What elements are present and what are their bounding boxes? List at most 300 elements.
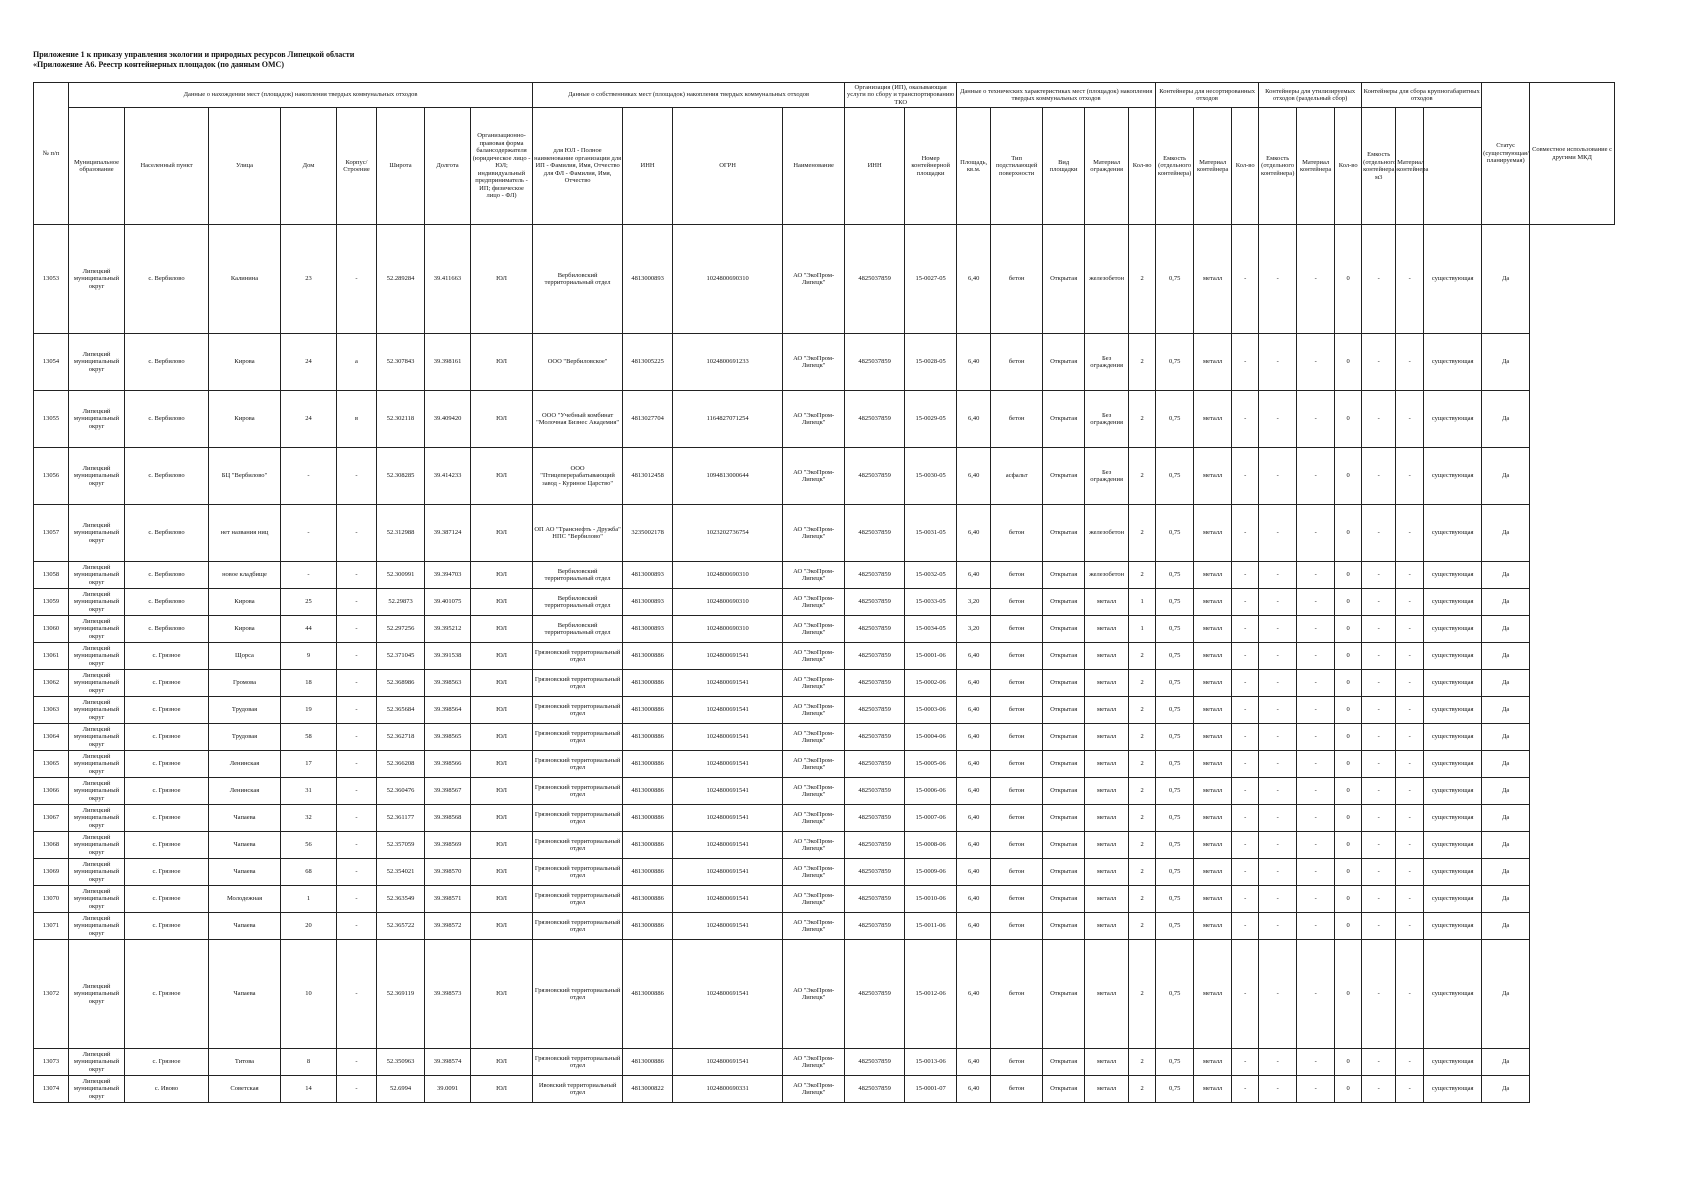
- table-row: [34, 913, 1615, 940]
- cell-house: -: [281, 505, 337, 562]
- cell-b-qty: 0: [1335, 616, 1362, 643]
- cell-b-qty: 0: [1335, 751, 1362, 778]
- cell-street: Титова: [209, 1049, 281, 1076]
- cell-kind: Открытая: [1043, 913, 1085, 940]
- cell-b-mat: -: [1396, 589, 1424, 616]
- cell-status: существующая: [1424, 751, 1482, 778]
- cell-fence: металл: [1085, 940, 1129, 1049]
- cell-korp: -: [337, 670, 377, 697]
- cell-r-qty: -: [1232, 589, 1259, 616]
- cell-korp: -: [337, 643, 377, 670]
- cell-ogrn: 1023202736754: [673, 505, 783, 562]
- cell-r-mat: -: [1297, 448, 1335, 505]
- cell-surface: бетон: [991, 391, 1043, 448]
- cell-org: АО "ЭкоПром-Липецк": [783, 589, 845, 616]
- cell-org-inn: 4825037859: [845, 886, 905, 913]
- cell-r-mat: -: [1297, 505, 1335, 562]
- cell-surface: бетон: [991, 589, 1043, 616]
- cell-shared: Да: [1482, 697, 1530, 724]
- cell-fence: Без ограждения: [1085, 448, 1129, 505]
- cell-inn: 4813000886: [623, 886, 673, 913]
- cell-u-mat: металл: [1194, 505, 1232, 562]
- table-row: [34, 391, 1615, 448]
- cell-area: 6,40: [957, 448, 991, 505]
- cell-ogrn: 1024800691233: [673, 334, 783, 391]
- cell-org: АО "ЭкоПром-Липецк": [783, 805, 845, 832]
- cell-house: 24: [281, 391, 337, 448]
- cell-u-qty: 2: [1129, 832, 1156, 859]
- cell-fence: железобетон: [1085, 225, 1129, 334]
- cell-u-qty: 2: [1129, 225, 1156, 334]
- cell-opf: ЮЛ: [471, 505, 533, 562]
- cell-kind: Открытая: [1043, 562, 1085, 589]
- cell-lat: 52.300991: [377, 562, 425, 589]
- cell-b-mat: -: [1396, 832, 1424, 859]
- table-row: [34, 448, 1615, 505]
- cell-org: АО "ЭкоПром-Липецк": [783, 562, 845, 589]
- cell-opf: ЮЛ: [471, 751, 533, 778]
- cell-u-qty: 2: [1129, 670, 1156, 697]
- cell-shared: Да: [1482, 505, 1530, 562]
- cell-ogrn: 1024800691541: [673, 697, 783, 724]
- cell-house: 14: [281, 1076, 337, 1103]
- cell-kind: Открытая: [1043, 334, 1085, 391]
- col-header-recyclable-capacity: Емкость (отдельного контейнера): [1259, 108, 1297, 225]
- cell-org-inn: 4825037859: [845, 562, 905, 589]
- cell-ogrn: 1024800691541: [673, 859, 783, 886]
- cell-org: АО "ЭкоПром-Липецк": [783, 616, 845, 643]
- cell-area: 6,40: [957, 1049, 991, 1076]
- cell-u-cap: 0,75: [1156, 391, 1194, 448]
- cell-ogrn: 1024800690310: [673, 589, 783, 616]
- cell-u-mat: металл: [1194, 913, 1232, 940]
- cell-r-cap: -: [1259, 940, 1297, 1049]
- cell-mo: Липецкий муниципальный округ: [69, 643, 125, 670]
- cell-house: 17: [281, 751, 337, 778]
- cell-b-mat: -: [1396, 1049, 1424, 1076]
- col-header-bulky-qty: Кол-во: [1335, 108, 1362, 225]
- cell-u-mat: металл: [1194, 334, 1232, 391]
- cell-street: Чапаева: [209, 832, 281, 859]
- cell-u-qty: 2: [1129, 1076, 1156, 1103]
- cell-surface: бетон: [991, 616, 1043, 643]
- cell-r-mat: -: [1297, 670, 1335, 697]
- cell-lon: 39.398569: [425, 832, 471, 859]
- cell-shared: Да: [1482, 589, 1530, 616]
- cell-street: Кирова: [209, 334, 281, 391]
- cell-r-cap: -: [1259, 1049, 1297, 1076]
- cell-street: Калинина: [209, 225, 281, 334]
- cell-owner: Вербиловский территориальный отдел: [533, 616, 623, 643]
- cell-opf: ЮЛ: [471, 670, 533, 697]
- cell-surface: бетон: [991, 334, 1043, 391]
- cell-org: АО "ЭкоПром-Липецк": [783, 778, 845, 805]
- cell-np: с. Вербилово: [125, 616, 209, 643]
- col-header-unsorted-qty: Кол-во: [1129, 108, 1156, 225]
- cell-b-mat: -: [1396, 562, 1424, 589]
- cell-area: 3,20: [957, 589, 991, 616]
- cell-u-cap: 0,75: [1156, 616, 1194, 643]
- col-header-bulky-capacity: Емкость (отдельного контейнера) м3: [1362, 108, 1396, 225]
- cell-b-qty: 0: [1335, 940, 1362, 1049]
- cell-org-inn: 4825037859: [845, 1076, 905, 1103]
- cell-u-cap: 0,75: [1156, 225, 1194, 334]
- cell-r-mat: -: [1297, 805, 1335, 832]
- cell-kind: Открытая: [1043, 589, 1085, 616]
- cell-mo: Липецкий муниципальный округ: [69, 334, 125, 391]
- cell-inn: 4813000886: [623, 670, 673, 697]
- cell-shared: Да: [1482, 859, 1530, 886]
- cell-lat: 52.366208: [377, 751, 425, 778]
- cell-owner: Вербиловский территориальный отдел: [533, 589, 623, 616]
- cell-org: АО "ЭкоПром-Липецк": [783, 940, 845, 1049]
- cell-site: 15-0013-06: [905, 1049, 957, 1076]
- cell-house: -: [281, 562, 337, 589]
- cell-b-qty: 0: [1335, 859, 1362, 886]
- col-header-latitude: Широта: [377, 108, 425, 225]
- table-row: [34, 805, 1615, 832]
- cell-owner: Ивовский территориальный отдел: [533, 1076, 623, 1103]
- cell-mo: Липецкий муниципальный округ: [69, 778, 125, 805]
- cell-u-cap: 0,75: [1156, 724, 1194, 751]
- cell-r-qty: -: [1232, 1049, 1259, 1076]
- cell-b-qty: 0: [1335, 643, 1362, 670]
- cell-street: Чапаева: [209, 940, 281, 1049]
- cell-r-cap: -: [1259, 751, 1297, 778]
- col-header-recyclable-material: Материал контейнера: [1297, 108, 1335, 225]
- col-header-owner-inn: ИНН: [623, 108, 673, 225]
- cell-np: с. Грязное: [125, 778, 209, 805]
- cell-np: с. Грязное: [125, 1049, 209, 1076]
- cell-area: 6,40: [957, 225, 991, 334]
- table-row: [34, 724, 1615, 751]
- table-header: [34, 83, 1615, 225]
- cell-u-qty: 2: [1129, 805, 1156, 832]
- cell-surface: бетон: [991, 562, 1043, 589]
- cell-lat: 52.357059: [377, 832, 425, 859]
- cell-site: 15-0034-05: [905, 616, 957, 643]
- cell-fence: металл: [1085, 859, 1129, 886]
- cell-b-cap: -: [1362, 670, 1396, 697]
- cell-u-mat: металл: [1194, 751, 1232, 778]
- cell-np: с. Грязное: [125, 751, 209, 778]
- cell-u-mat: металл: [1194, 886, 1232, 913]
- cell-opf: ЮЛ: [471, 616, 533, 643]
- cell-r-qty: -: [1232, 643, 1259, 670]
- cell-lon: 39.398572: [425, 913, 471, 940]
- cell-u-cap: 0,75: [1156, 778, 1194, 805]
- cell-b-cap: -: [1362, 724, 1396, 751]
- cell-np: с. Вербилово: [125, 562, 209, 589]
- cell-u-qty: 2: [1129, 886, 1156, 913]
- cell-n: 13067: [34, 805, 69, 832]
- cell-kind: Открытая: [1043, 643, 1085, 670]
- cell-u-qty: 2: [1129, 334, 1156, 391]
- cell-surface: бетон: [991, 1076, 1043, 1103]
- cell-ogrn: 1024800691541: [673, 670, 783, 697]
- cell-b-qty: 0: [1335, 670, 1362, 697]
- cell-u-cap: 0,75: [1156, 832, 1194, 859]
- cell-site: 15-0010-06: [905, 886, 957, 913]
- cell-org-inn: 4825037859: [845, 697, 905, 724]
- cell-house: 32: [281, 805, 337, 832]
- table-body: [34, 225, 1615, 1103]
- cell-r-cap: -: [1259, 225, 1297, 334]
- cell-u-cap: 0,75: [1156, 697, 1194, 724]
- cell-fence: металл: [1085, 724, 1129, 751]
- cell-lat: 52.369119: [377, 940, 425, 1049]
- cell-lon: 39.398568: [425, 805, 471, 832]
- cell-owner: Грязновский территориальный отдел: [533, 643, 623, 670]
- cell-n: 13064: [34, 724, 69, 751]
- cell-shared: Да: [1482, 643, 1530, 670]
- cell-site: 15-0002-06: [905, 670, 957, 697]
- cell-u-mat: металл: [1194, 589, 1232, 616]
- cell-kind: Открытая: [1043, 886, 1085, 913]
- cell-mo: Липецкий муниципальный округ: [69, 859, 125, 886]
- cell-status: существующая: [1424, 562, 1482, 589]
- cell-u-qty: 2: [1129, 913, 1156, 940]
- cell-fence: металл: [1085, 1049, 1129, 1076]
- cell-org-inn: 4825037859: [845, 670, 905, 697]
- cell-korp: -: [337, 697, 377, 724]
- cell-u-qty: 2: [1129, 724, 1156, 751]
- cell-house: 1: [281, 886, 337, 913]
- cell-r-cap: -: [1259, 886, 1297, 913]
- cell-org: АО "ЭкоПром-Липецк": [783, 225, 845, 334]
- cell-korp: -: [337, 913, 377, 940]
- col-header-settlement: Населенный пункт: [125, 108, 209, 225]
- col-header-unsorted-material: Материал контейнера: [1194, 108, 1232, 225]
- cell-opf: ЮЛ: [471, 832, 533, 859]
- cell-house: 9: [281, 643, 337, 670]
- cell-inn: 4813000886: [623, 805, 673, 832]
- cell-house: 25: [281, 589, 337, 616]
- cell-n: 13063: [34, 697, 69, 724]
- cell-ogrn: 1024800691541: [673, 832, 783, 859]
- cell-status: существующая: [1424, 391, 1482, 448]
- group-header-location: Данные о нахождении мест (площадок) накопления твердых коммунальных отходов: [69, 83, 533, 108]
- cell-b-qty: 0: [1335, 334, 1362, 391]
- cell-lat: 52.365722: [377, 913, 425, 940]
- cell-b-mat: -: [1396, 724, 1424, 751]
- cell-b-cap: -: [1362, 1049, 1396, 1076]
- cell-u-mat: металл: [1194, 562, 1232, 589]
- cell-street: Советская: [209, 1076, 281, 1103]
- cell-mo: Липецкий муниципальный округ: [69, 1076, 125, 1103]
- cell-u-qty: 2: [1129, 448, 1156, 505]
- cell-b-mat: -: [1396, 805, 1424, 832]
- cell-ogrn: 1024800691541: [673, 643, 783, 670]
- cell-b-mat: -: [1396, 859, 1424, 886]
- cell-b-qty: 0: [1335, 391, 1362, 448]
- cell-korp: -: [337, 616, 377, 643]
- cell-n: 13059: [34, 589, 69, 616]
- cell-area: 6,40: [957, 670, 991, 697]
- cell-street: Трудовая: [209, 697, 281, 724]
- cell-owner: Грязновский территориальный отдел: [533, 1049, 623, 1076]
- cell-u-cap: 0,75: [1156, 751, 1194, 778]
- cell-r-qty: -: [1232, 225, 1259, 334]
- col-header-surface: Тип подстилающей поверхности: [991, 108, 1043, 225]
- cell-b-mat: -: [1396, 778, 1424, 805]
- cell-org-inn: 4825037859: [845, 334, 905, 391]
- cell-r-mat: -: [1297, 225, 1335, 334]
- cell-inn: 4813000886: [623, 832, 673, 859]
- cell-org-inn: 4825037859: [845, 751, 905, 778]
- cell-surface: бетон: [991, 225, 1043, 334]
- cell-site: 15-0031-05: [905, 505, 957, 562]
- cell-r-cap: -: [1259, 391, 1297, 448]
- table-row: [34, 1049, 1615, 1076]
- cell-np: с. Вербилово: [125, 334, 209, 391]
- cell-status: существующая: [1424, 225, 1482, 334]
- cell-lat: 52.368986: [377, 670, 425, 697]
- cell-inn: 4813000822: [623, 1076, 673, 1103]
- cell-r-mat: -: [1297, 778, 1335, 805]
- cell-mo: Липецкий муниципальный округ: [69, 724, 125, 751]
- cell-surface: бетон: [991, 940, 1043, 1049]
- cell-korp: -: [337, 562, 377, 589]
- cell-surface: бетон: [991, 859, 1043, 886]
- cell-u-mat: металл: [1194, 225, 1232, 334]
- cell-b-cap: -: [1362, 886, 1396, 913]
- cell-site: 15-0004-06: [905, 724, 957, 751]
- cell-u-qty: 2: [1129, 562, 1156, 589]
- cell-status: существующая: [1424, 1076, 1482, 1103]
- group-header-unsorted: Контейнеры для несортированных отходов: [1156, 83, 1259, 108]
- cell-opf: ЮЛ: [471, 448, 533, 505]
- cell-u-mat: металл: [1194, 643, 1232, 670]
- cell-r-cap: -: [1259, 505, 1297, 562]
- cell-inn: 4813000886: [623, 697, 673, 724]
- cell-area: 6,40: [957, 1076, 991, 1103]
- cell-ogrn: 1024800690331: [673, 1076, 783, 1103]
- cell-ogrn: 1024800690310: [673, 225, 783, 334]
- cell-n: 13066: [34, 778, 69, 805]
- cell-np: с. Вербилово: [125, 225, 209, 334]
- cell-org: АО "ЭкоПром-Липецк": [783, 670, 845, 697]
- cell-fence: металл: [1085, 697, 1129, 724]
- cell-area: 6,40: [957, 859, 991, 886]
- cell-lon: 39.394703: [425, 562, 471, 589]
- cell-site: 15-0005-06: [905, 751, 957, 778]
- cell-area: 6,40: [957, 334, 991, 391]
- cell-n: 13068: [34, 832, 69, 859]
- cell-n: 13058: [34, 562, 69, 589]
- cell-n: 13069: [34, 859, 69, 886]
- cell-lon: 39.398564: [425, 697, 471, 724]
- cell-r-qty: -: [1232, 391, 1259, 448]
- cell-n: 13057: [34, 505, 69, 562]
- cell-inn: 4813027704: [623, 391, 673, 448]
- cell-street: Кирова: [209, 589, 281, 616]
- cell-inn: 3235002178: [623, 505, 673, 562]
- cell-mo: Липецкий муниципальный округ: [69, 913, 125, 940]
- col-header-recyclable-qty: Кол-во: [1232, 108, 1259, 225]
- cell-status: существующая: [1424, 589, 1482, 616]
- cell-r-qty: -: [1232, 334, 1259, 391]
- cell-owner: Грязновский территориальный отдел: [533, 859, 623, 886]
- cell-site: 15-0032-05: [905, 562, 957, 589]
- cell-u-qty: 1: [1129, 589, 1156, 616]
- cell-status: существующая: [1424, 334, 1482, 391]
- cell-lat: 52.361177: [377, 805, 425, 832]
- cell-house: 44: [281, 616, 337, 643]
- cell-r-cap: -: [1259, 589, 1297, 616]
- cell-r-qty: -: [1232, 751, 1259, 778]
- cell-ogrn: 1164827071254: [673, 391, 783, 448]
- cell-house: 23: [281, 225, 337, 334]
- col-header-org-name: Наименование: [783, 108, 845, 225]
- cell-np: с. Грязное: [125, 805, 209, 832]
- cell-b-mat: -: [1396, 697, 1424, 724]
- cell-shared: Да: [1482, 562, 1530, 589]
- cell-u-qty: 2: [1129, 940, 1156, 1049]
- cell-lon: 39.0091: [425, 1076, 471, 1103]
- cell-kind: Открытая: [1043, 670, 1085, 697]
- cell-lat: 52.308285: [377, 448, 425, 505]
- cell-opf: ЮЛ: [471, 562, 533, 589]
- cell-mo: Липецкий муниципальный округ: [69, 751, 125, 778]
- col-header-number: № п/п: [34, 83, 69, 225]
- cell-lon: 39.411663: [425, 225, 471, 334]
- cell-owner: ООО "Вербиловское": [533, 334, 623, 391]
- cell-lat: 52.350963: [377, 1049, 425, 1076]
- col-header-building: Корпус/Строение: [337, 108, 377, 225]
- cell-opf: ЮЛ: [471, 886, 533, 913]
- cell-b-cap: -: [1362, 616, 1396, 643]
- cell-house: 58: [281, 724, 337, 751]
- cell-street: Чапаева: [209, 805, 281, 832]
- cell-owner: Вербиловский территориальный отдел: [533, 562, 623, 589]
- cell-org: АО "ЭкоПром-Липецк": [783, 448, 845, 505]
- cell-u-qty: 2: [1129, 751, 1156, 778]
- cell-surface: бетон: [991, 832, 1043, 859]
- table-row: [34, 334, 1615, 391]
- cell-r-qty: -: [1232, 562, 1259, 589]
- cell-np: с. Вербилово: [125, 448, 209, 505]
- cell-street: Трудовая: [209, 724, 281, 751]
- cell-street: Громова: [209, 670, 281, 697]
- cell-fence: металл: [1085, 670, 1129, 697]
- table-row: [34, 589, 1615, 616]
- cell-r-qty: -: [1232, 697, 1259, 724]
- cell-u-mat: металл: [1194, 448, 1232, 505]
- cell-site: 15-0012-06: [905, 940, 957, 1049]
- cell-house: 18: [281, 670, 337, 697]
- cell-kind: Открытая: [1043, 225, 1085, 334]
- cell-b-qty: 0: [1335, 724, 1362, 751]
- cell-r-mat: -: [1297, 589, 1335, 616]
- cell-org-inn: 4825037859: [845, 643, 905, 670]
- cell-inn: 4813000893: [623, 225, 673, 334]
- cell-shared: Да: [1482, 391, 1530, 448]
- cell-kind: Открытая: [1043, 391, 1085, 448]
- cell-u-mat: металл: [1194, 616, 1232, 643]
- cell-org: АО "ЭкоПром-Липецк": [783, 1049, 845, 1076]
- col-header-status: Статус (существующая/планируемая): [1482, 83, 1530, 225]
- cell-owner: Вербиловский территориальный отдел: [533, 225, 623, 334]
- cell-n: 13055: [34, 391, 69, 448]
- cell-r-cap: -: [1259, 616, 1297, 643]
- cell-lat: 52.365684: [377, 697, 425, 724]
- cell-house: 68: [281, 859, 337, 886]
- cell-lon: 39.398574: [425, 1049, 471, 1076]
- cell-b-qty: 0: [1335, 562, 1362, 589]
- cell-site: 15-0001-07: [905, 1076, 957, 1103]
- cell-kind: Открытая: [1043, 448, 1085, 505]
